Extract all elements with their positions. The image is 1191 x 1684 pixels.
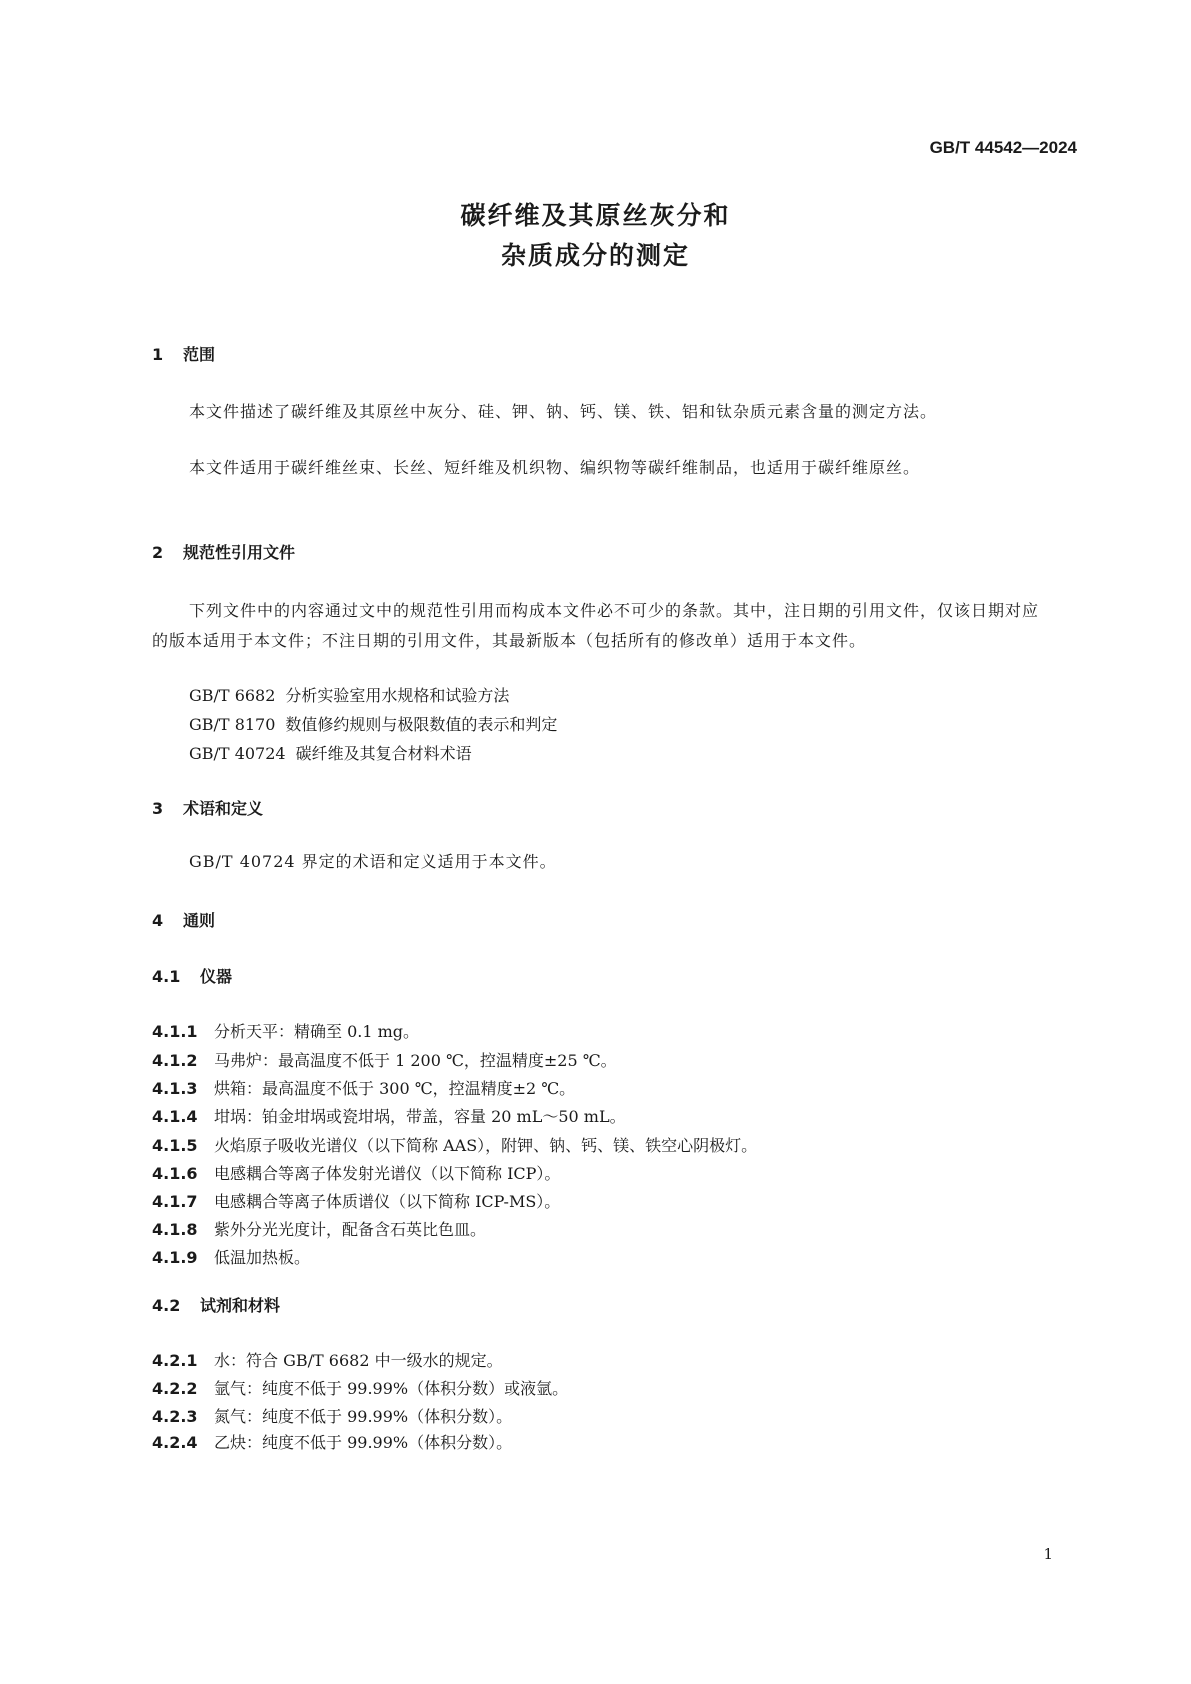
section-2-paragraph-1: 下列文件中的内容通过文中的规范性引用而构成本文件必不可少的条款。其中，注日期的引用文件，仅该日期对应的版本适用于本文件；不注日期的引用文件，其最新版本（包括所有的修改单）适用于本文件。	[152, 601, 1040, 650]
clause-number: 4.1.2	[152, 1051, 198, 1070]
reference-code: GB/T 6682	[189, 686, 276, 705]
clause-number: 4.1.3	[152, 1079, 198, 1098]
section-title: 范围	[183, 345, 216, 364]
subsection-title: 仪器	[200, 967, 233, 986]
section-number: 2	[152, 543, 164, 562]
section-title: 通则	[183, 911, 216, 930]
clause-text: 低温加热板。	[214, 1248, 311, 1267]
clause-text: 水：符合 GB/T 6682 中一级水的规定。	[214, 1351, 503, 1370]
clause-item	[152, 1076, 575, 1099]
clause-number: 4.2.4	[152, 1433, 198, 1452]
clause-text: 电感耦合等离子体发射光谱仪（以下简称 ICP）。	[214, 1164, 561, 1183]
clause-item	[152, 1245, 310, 1268]
clause-number: 4.2.3	[152, 1407, 198, 1426]
section-number: 1	[152, 345, 164, 364]
section-title: 术语和定义	[183, 799, 264, 818]
clause-text: 分析天平：精确至 0.1 mg。	[214, 1022, 420, 1041]
clause-text: 电感耦合等离子体质谱仪（以下简称 ICP-MS）。	[214, 1192, 561, 1211]
clause-number: 4.1.7	[152, 1192, 198, 1211]
reference-title: 分析实验室用水规格和试验方法	[285, 686, 510, 705]
normative-reference	[189, 741, 472, 764]
document-title-line1: 碳纤维及其原丝灰分和	[460, 201, 731, 230]
clause-number: 4.2.2	[152, 1379, 198, 1398]
subsection-4-2-heading	[152, 1293, 280, 1316]
clause-number: 4.1.6	[152, 1164, 198, 1183]
clause-item	[152, 1161, 560, 1184]
clause-item	[152, 1376, 568, 1399]
reference-title: 碳纤维及其复合材料术语	[295, 744, 472, 763]
clause-item	[152, 1133, 757, 1156]
section-2-heading	[152, 540, 295, 563]
clause-text: 氩气：纯度不低于 99.99%（体积分数）或液氩。	[214, 1379, 569, 1398]
clause-number: 4.1.1	[152, 1022, 198, 1041]
reference-code: GB/T 8170	[189, 715, 276, 734]
section-3-heading	[152, 796, 263, 819]
clause-number: 4.1.8	[152, 1220, 198, 1239]
section-number: 4	[152, 911, 164, 930]
normative-reference	[189, 712, 557, 735]
clause-text: 紫外分光光度计，配备含石英比色皿。	[214, 1220, 487, 1239]
subsection-number: 4.2	[152, 1296, 181, 1315]
clause-number: 4.2.1	[152, 1351, 198, 1370]
clause-item	[152, 1404, 512, 1427]
clause-text: 坩埚：铂金坩埚或瓷坩埚，带盖，容量 20 mL～50 mL。	[214, 1107, 626, 1126]
section-1-paragraph-2: 本文件适用于碳纤维丝束、长丝、短纤维及机织物、编织物等碳纤维制品，也适用于碳纤维原丝。	[189, 458, 921, 477]
clause-text: 烘箱：最高温度不低于 300 ℃，控温精度±2 ℃。	[214, 1079, 576, 1098]
reference-title: 数值修约规则与极限数值的表示和判定	[285, 715, 558, 734]
clause-item	[152, 1348, 503, 1371]
section-4-heading	[152, 908, 215, 931]
clause-text: 火焰原子吸收光谱仪（以下简称 AAS），附钾、钠、钙、镁、铁空心阴极灯。	[214, 1136, 758, 1155]
clause-number: 4.1.5	[152, 1136, 198, 1155]
clause-text: 氮气：纯度不低于 99.99%（体积分数）。	[214, 1407, 513, 1426]
clause-text: 马弗炉：最高温度不低于 1 200 ℃，控温精度±25 ℃。	[214, 1051, 617, 1070]
clause-item	[152, 1189, 560, 1212]
clause-item	[152, 1019, 419, 1042]
clause-item	[152, 1048, 617, 1071]
page-number: 1	[1043, 1545, 1053, 1563]
clause-number: 4.1.4	[152, 1107, 198, 1126]
section-1-heading	[152, 342, 215, 365]
subsection-number: 4.1	[152, 967, 181, 986]
document-code: GB/T 44542—2024	[929, 138, 1077, 157]
clause-item	[152, 1217, 486, 1240]
subsection-title: 试剂和材料	[200, 1296, 281, 1315]
clause-item	[152, 1430, 512, 1453]
section-title: 规范性引用文件	[183, 543, 296, 562]
document-title-line2: 杂质成分的测定	[500, 241, 690, 270]
section-number: 3	[152, 799, 164, 818]
normative-reference	[189, 683, 509, 706]
section-1-paragraph-1: 本文件描述了碳纤维及其原丝中灰分、硅、钾、钠、钙、镁、铁、铝和钛杂质元素含量的测定方法。	[189, 402, 938, 421]
clause-text: 乙炔：纯度不低于 99.99%（体积分数）。	[214, 1433, 513, 1452]
reference-code: GB/T 40724	[189, 744, 286, 763]
clause-number: 4.1.9	[152, 1248, 198, 1267]
clause-item	[152, 1104, 626, 1127]
section-3-paragraph-1: GB/T 40724 界定的术语和定义适用于本文件。	[189, 852, 557, 871]
subsection-4-1-heading	[152, 964, 232, 987]
